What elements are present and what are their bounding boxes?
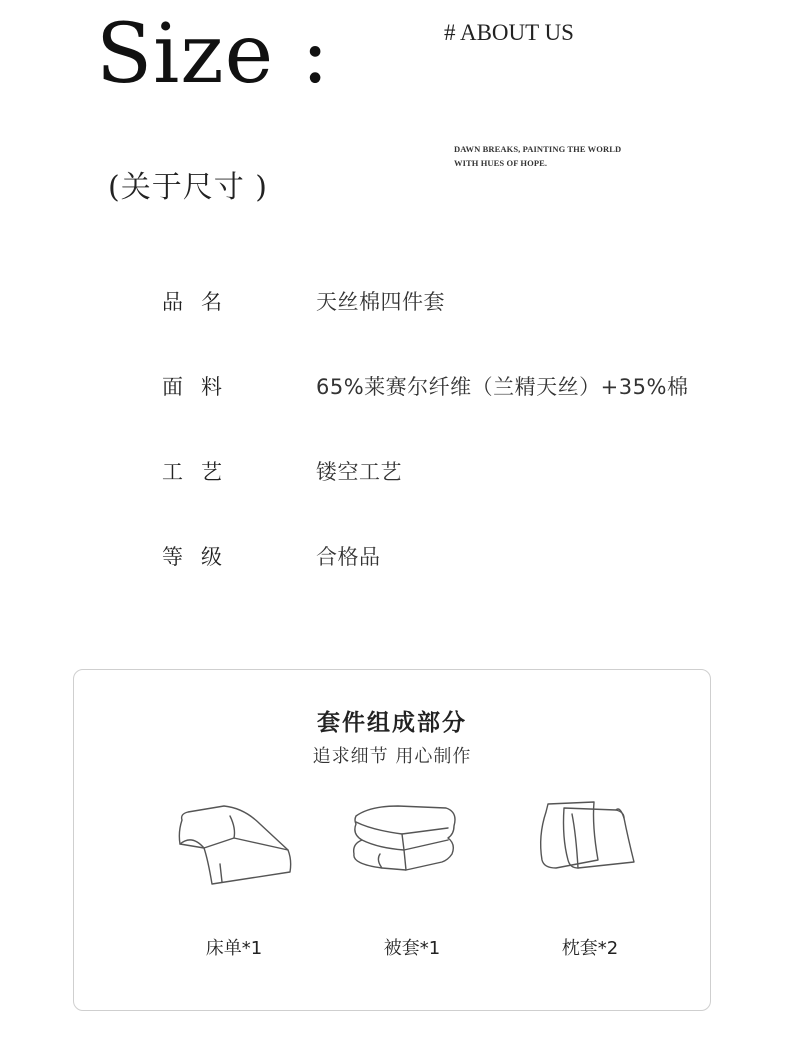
pillowcase-icon: [520, 798, 660, 894]
spec-value: 镂空工艺: [316, 460, 402, 484]
components-subtitle: 追求细节 用心制作: [312, 746, 472, 767]
component-label: 被套*1: [383, 938, 441, 959]
page-subtitle: (关于尺寸 ): [108, 170, 268, 205]
spec-value: 天丝棉四件套: [316, 290, 445, 314]
page-title: Size :: [96, 7, 330, 102]
spec-label: 工艺: [162, 460, 240, 484]
spec-value: 65%莱赛尔纤维（兰精天丝）+35%棉: [316, 375, 689, 399]
about-tagline-line1: DAWN BREAKS, PAINTING THE WORLD: [454, 144, 622, 154]
about-tagline-line2: WITH HUES OF HOPE.: [454, 158, 548, 168]
spec-row-name: [160, 286, 760, 316]
spec-label: 面料: [162, 375, 240, 399]
spec-row-grade: [160, 541, 760, 571]
spec-row-craft: [160, 456, 760, 486]
components-card: [73, 669, 711, 1011]
components-title: 套件组成部分: [317, 710, 467, 736]
bed-sheet-icon: [164, 798, 304, 894]
about-tagline: [454, 142, 654, 170]
component-label: 床单*1: [205, 938, 263, 959]
component-item-duvet-cover: [342, 798, 482, 968]
component-item-pillowcase: [520, 798, 660, 968]
component-label: 枕套*2: [561, 938, 619, 959]
spec-label: 等级: [162, 545, 240, 569]
duvet-cover-icon: [342, 798, 482, 894]
spec-row-fabric: [160, 371, 760, 401]
spec-value: 合格品: [316, 545, 381, 569]
spec-label: 品名: [162, 290, 240, 314]
component-item-bed-sheet: [164, 798, 304, 968]
about-heading: # ABOUT US: [444, 20, 574, 45]
